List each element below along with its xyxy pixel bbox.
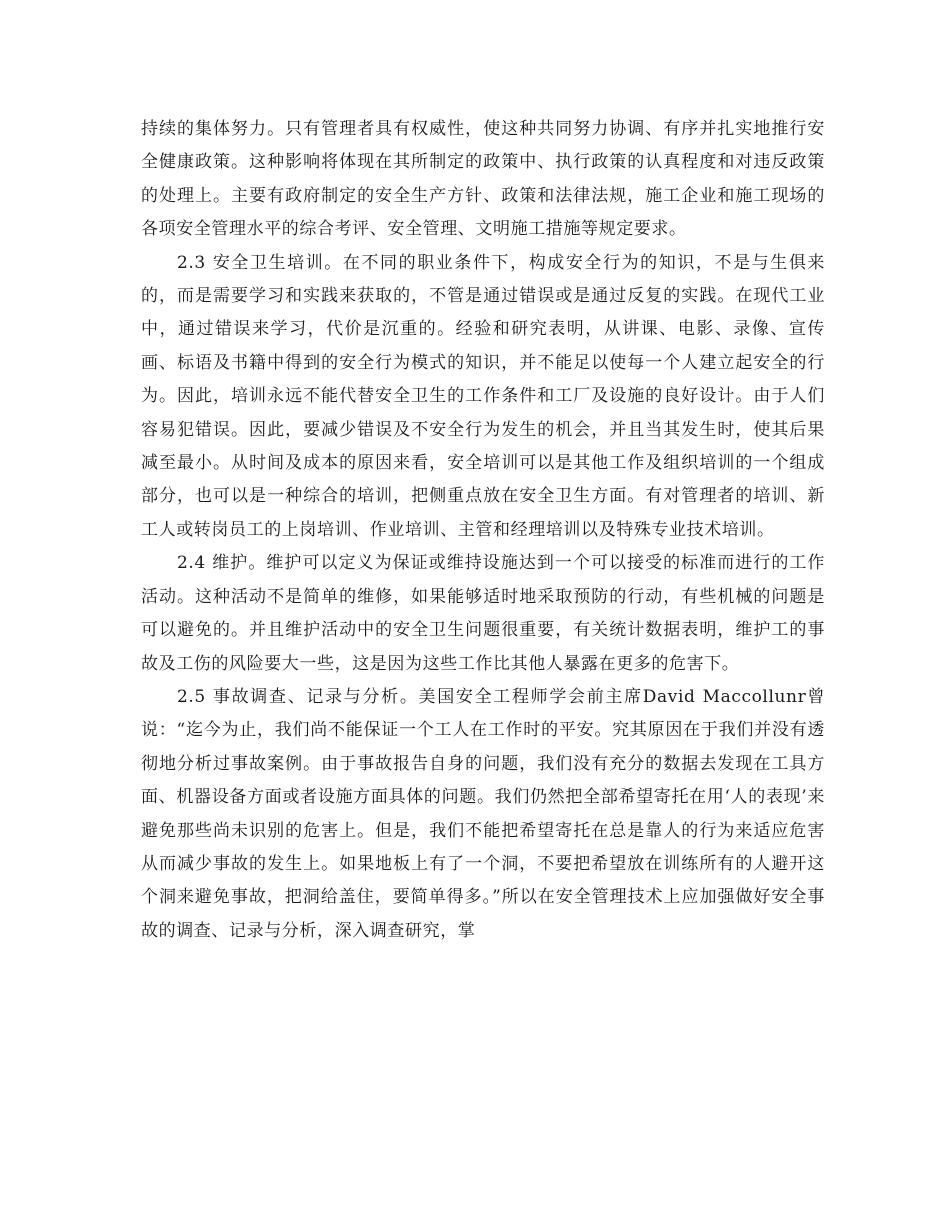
document-page	[141, 113, 825, 948]
paragraph-policy-continuation: 持续的集体努力。只有管理者具有权威性，使这种共同努力协调、有序并扎实地推行安全健康政策。这种影响将体现在其所制定的政策中、执行政策的认真程度和对违反政策的处理上。主要有政府制定的安全生产方针、政策和法律法规，施工企业和施工现场的各项安全管理水平的综合考评、安全管理、文明施工措施等规定要求。	[141, 119, 825, 240]
paragraph-maintenance: 2.4 维护。维护可以定义为保证或维持设施达到一个可以接受的标准而进行的工作活动。这种活动不是简单的维修，如果能够适时地采取预防的行动，有些机械的问题是可以避免的。并且维护活动中的安全卫生问题很重要，有关统计数据表明，维护工的事故及工伤的风险要大一些，这是因为这些工作比其他人暴露在更多的危害下。	[141, 553, 825, 674]
paragraph-safety-training: 2.3 安全卫生培训。在不同的职业条件下，构成安全行为的知识，不是与生俱来的，而是需要学习和实践来获取的，不管是通过错误或是通过反复的实践。在现代工业中，通过错误来学习，代价是沉重的。经验和研究表明，从讲课、电影、录像、宣传画、标语及书籍中得到的安全行为模式的知识，并不能足以使每一个人建立起安全的行为。因此，培训永远不能代替安全卫生的工作条件和工厂及设施的良好设计。由于人们容易犯错误。因此，要减少错误及不安全行为发生的机会，并且当其发生时，使其后果减至最小。从时间及成本的原因来看，安全培训可以是其他工作及组织培训的一个组成部分，也可以是一种综合的培训，把侧重点放在安全卫生方面。有对管理者的培训、新工人或转岗员工的上岗培训、作业培训、主管和经理培训以及特殊专业技术培训。	[141, 252, 825, 540]
paragraph-accident-investigation: 2.5 事故调查、记录与分析。美国安全工程师学会前主席David Maccollunr曾说：“迄今为止，我们尚不能保证一个工人在工作时的平安。究其原因在于我们并没有透彻地分析过事故案例。由于事故报告自身的问题，我们没有充分的数据去发现在工具方面、机器设备方面或者设施方面具体的问题。我们仍然把全部希望寄托在用‘人的表现’来避免那些尚未识别的危害上。但是，我们不能把希望寄托在总是靠人的行为来适应危害从而减少事故的发生上。如果地板上有了一个洞，不要把希望放在训练所有的人避开这个洞来避免事故，把洞给盖住，要简单得多。”所以在安全管理技术上应加强做好安全事故的调查、记录与分析，深入调查研究，掌	[141, 686, 825, 941]
